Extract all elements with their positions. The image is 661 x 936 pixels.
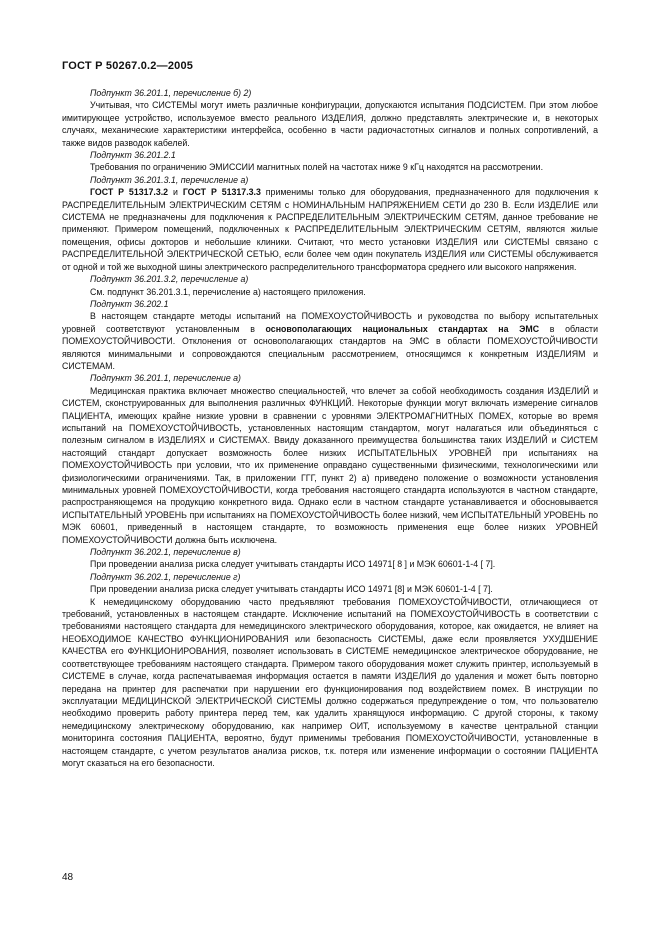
body-paragraph: Требования по ограничению ЭМИССИИ магнитных полей на частотах ниже 9 кГц находятся на рассмотрении. [90,162,544,173]
text-run: применимы только для оборудования, предназначенного для подключения к РАСПРЕДЕЛИТЕЛЬНЫМ ЭЛЕКТРИЧЕСКИМ СЕТЯМ с НОМИНАЛЬНЫМ НАПРЯЖЕНИЕМ СЕТИ до 230 В. Если ИЗДЕЛИЕ или СИСТЕМА не предназначены для подключения к РАСПРЕДЕЛИТЕЛЬНЫМ ЭЛЕКТРИЧЕСКИМ СЕТЯМ, данное требование не применяют. Примером помещений, подключенных к РАСПРЕДЕЛИТЕЛЬНЫМ ЭЛЕКТРИЧЕСКИМ СЕТЯМ, являются жилые помещения, офисы докторов и небольшие клиники. Считают, что место установки ИЗДЕЛИЯ или СИСТЕМЫ связано с РАСПРЕДЕЛИТЕЛЬНОЙ ЭЛЕКТРИЧЕСКОЙ СЕТЬЮ, если более чем один покупатель ИЗДЕЛИЯ или СИСТЕМЫ обслуживается от одной и той же выходной шины электрического распределительного трансформатора среднего или высокого напряжения. [62,187,598,272]
body-paragraph: При проведении анализа риска следует учитывать стандарты ИСО 14971 [8] и МЭК 60601-1-4 [ 7]. [90,584,493,595]
body-paragraph: Учитывая, что СИСТЕМЫ могут иметь различные конфигурации, допускаются испытания ПОДСИСТЕМ. При этом любое имитирующее устройство, используемое вместо реального ИЗДЕЛИЯ, должно представлять электрические и, в некоторых случаях, механические характеристики интерфейса, особенно в части радиочастотных сигналов и полных сопротивлений, а также видов разводок кабелей. [62,100,598,148]
body-paragraph [62,310,598,372]
body-paragraph [62,186,598,273]
clause-reference: Подпункт 36.202.1 [90,298,169,309]
body-paragraph: При проведении анализа риска следует учитывать стандарты ИСО 14971[ 8 ] и МЭК 60601-1-4 [ 7]. [90,559,496,570]
document-body [62,87,598,769]
emphasis-bold: основополагающих национальных стандартах на ЭМС [265,323,540,334]
document-header: ГОСТ Р 50267.0.2—2005 [62,60,194,72]
clause-reference: Подпункт 36.202.1, перечисление г) [90,571,241,582]
clause-reference: Подпункт 36.201.1, перечисление б) 2) [90,88,252,98]
page-number: 48 [62,872,74,883]
clause-reference: Подпункт 36.201.3.2, перечисление а) [90,274,249,285]
text-run: в области ПОМЕХОУСТОЙЧИВОСТИ. Отклонения от основополагающих стандартов на ЭМС в области ПОМЕХОУСТОЙЧИВОСТИ являются минимальными и сопровождаются специальным рассмотрением, относящимся к конкретным ИЗДЕЛИЯМ и СИСТЕМАМ. [62,323,598,371]
text-run: В настоящем стандарте методы испытаний на ПОМЕХОУСТОЙЧИВОСТЬ и руководства по выбору испытательных уровней соответствуют установленным в [62,311,598,334]
body-paragraph: Медицинская практика включает множество специальностей, что влечет за собой необходимость создания ИЗДЕЛИЙ и СИСТЕМ, сконструированных для выполнения различных ФУНКЦИЙ. Некоторые функции могут включать измерение сигналов ПАЦИЕНТА, имеющих крайне низкие уровни в сравнении с уровнями ЭЛЕКТРОМАГНИТНЫХ ПОМЕХ, которые во время испытаний на ПОМЕХОУСТОЙЧИВОСТЬ, установленных настоящим стандартом, могут налагаться или объединяться с полезным сигналом в ИЗДЕЛИЯХ и СИСТЕМАХ. Ввиду доказанного преимущества большинства таких ИЗДЕЛИЙ и СИСТЕМ настоящий стандарт допускает возможность более низких ИСПЫТАТЕЛЬНЫХ УРОВНЕЙ при испытаниях на ПОМЕХОУСТОЙЧИВОСТЬ при условии, что их применение оправдано существенными физическими, технологическими или физиологическими ограничениями. Так, в приложении ГГГ, пункт 2) а) приведено положение о возможности установления минимальных уровней ПОМЕХОУСТОЙЧИВОСТИ, когда требования настоящего стандарта используются в частном стандарте, распространяющемся на продукцию конкретного вида. Однако если в частном стандарте устанавливается и обосновывается ИСПЫТАТЕЛЬНЫЙ УРОВЕНЬ при испытаниях на ПОМЕХОУСТОЙЧИВОСТЬ более низкий, чем ИСПЫТАТЕЛЬНЫЙ УРОВЕНЬ по МЭК 60601, приведенный в настоящем стандарте, то возможность применения еще более низких УРОВНЕЙ ПОМЕХОУСТОЙЧИВОСТИ должна быть исключена. [62,385,598,545]
standard-reference-bold: ГОСТ Р 51317.3.2 [90,187,169,198]
clause-reference: Подпункт 36.202.1, перечисление в) [90,547,241,558]
body-paragraph: К немедицинскому оборудованию часто предъявляют требования ПОМЕХОУСТОЙЧИВОСТИ, отличающиеся от требований, установленных в настоящем стандарте. Исключение испытаний на ПОМЕХОУСТОЙЧИВОСТЬ в соответствии с требованиями настоящего стандарта для немедицинского электрического оборудования, которое, как ожидается, не влияет на НЕОБХОДИМОЕ КАЧЕСТВО ФУНКЦИОНИРОВАНИЯ или безопасность СИСТЕМЫ, даже если проявляется УХУДШЕНИЕ КАЧЕСТВА его ФУНКЦИОНИРОВАНИЯ, позволяет использовать в СИСТЕМЕ немедицинское электрическое оборудование, не соответствующее требованиям настоящего стандарта. Примером такого оборудования может служить принтер, используемый в СИСТЕМЕ в случае, когда распечатываемая информация остается в памяти ИЗДЕЛИЯ до удаления и может быть повторно передана на принтер для распечатки при нарушении его функционирования под воздействием помех. В инструкции по эксплуатации МЕДИЦИНСКОЙ ЭЛЕКТРИЧЕСКОЙ СИСТЕМЫ должно содержаться предупреждение о том, что пользователю необходимо проверить работу принтера перед тем, как удалить хранящуюся информацию. С другой стороны, к такому немедицинскому электрическому оборудованию, как например ОИТ, используемому в качестве центральной станции мониторинга состояния ПАЦИЕНТА, вероятно, будут применимы требования ПОМЕХОУСТОЙЧИВОСТИ, установленные в настоящем стандарте, с учетом результатов анализа рисков, т.к. потеря или изменение информации о состоянии ПАЦИЕНТА могут сказаться на его безопасности. [62,596,598,768]
body-paragraph: См. подпункт 36.201.3.1, перечисление а) настоящего приложения. [90,286,366,297]
text-run: и [168,187,183,198]
clause-reference: Подпункт 36.201.1, перечисление а) [90,373,241,384]
standard-reference-bold: ГОСТ Р 51317.3.3 [182,187,261,198]
clause-reference: Подпункт 36.201.3.1, перечисление а) [90,174,249,185]
clause-reference: Подпункт 36.201.2.1 [90,150,176,161]
